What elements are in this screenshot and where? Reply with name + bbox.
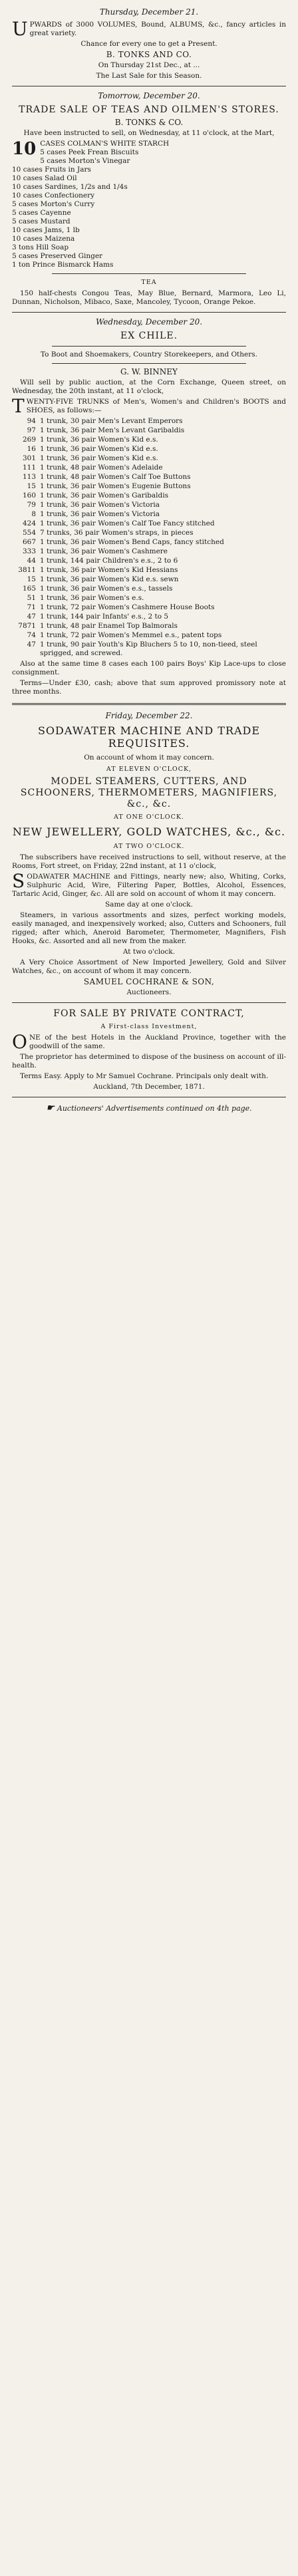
same-day-line: Same day at one o'clock.: [104, 901, 193, 909]
lot-row: [12, 482, 286, 491]
lot-number: 554: [22, 529, 36, 537]
lot-number: 16: [27, 445, 36, 453]
lot-row: [12, 519, 286, 528]
time-line: AT TWO O'CLOCK.: [113, 843, 185, 850]
lot-description: 1 trunk, 36 pair Women's Bend Caps, fancy stitched: [40, 538, 224, 546]
cases-line: CASES COLMAN'S WHITE STARCH: [40, 140, 170, 148]
lot-description: 1 trunk, 36 pair Women's Kid e.s.: [40, 436, 158, 444]
lot-number: 74: [27, 631, 36, 639]
auctioneer-firm: G. W. BINNEY: [120, 367, 178, 376]
auctioneer-firm: SAMUEL COCHRANE & SON,: [83, 977, 215, 986]
body-text: Terms Easy. Apply to Mr Samuel Cochrane. Principals only dealt with.: [20, 1072, 269, 1080]
lot-row: [12, 445, 286, 454]
lot-number: 7871: [18, 622, 36, 630]
cases-line: 5 cases Preserved Ginger: [12, 252, 103, 260]
lot-row: [12, 603, 286, 612]
lot-row: [12, 473, 286, 482]
lot-row: [12, 613, 286, 621]
lot-description: 1 trunk, 36 pair Women's Kid Hessians: [40, 566, 178, 574]
lead-paragraph: [12, 18, 286, 40]
lot-number: 165: [22, 585, 36, 593]
lot-row: [12, 575, 286, 584]
lot-number: 15: [27, 482, 36, 490]
drop-cap: O: [12, 1031, 27, 1053]
lot-description: 1 trunk, 36 pair Men's Levant Garibaldis: [40, 426, 185, 434]
time-line: AT ONE O'CLOCK.: [114, 813, 184, 821]
lot-description: 1 trunk, 36 pair Women's e.s., tassels: [40, 585, 173, 593]
cases-line: 5 cases Morton's Vinegar: [40, 157, 130, 165]
cases-line: 5 cases Morton's Curry: [12, 200, 95, 208]
lot-description: 1 trunk, 144 pair Children's e.s., 2 to 6: [40, 557, 178, 565]
pointing-hand-icon: ☛: [46, 1103, 55, 1113]
lot-description: 1 trunk, 36 pair Women's Eugenie Buttons: [40, 482, 191, 490]
lot-description: 1 trunk, 30 pair Men's Levant Emperors: [40, 417, 183, 425]
sale-date: Thursday, December 21.: [99, 7, 199, 17]
lot-description: 1 trunk, 36 pair Women's Kid e.s.: [40, 454, 158, 462]
lot-description: 1 trunk, 72 pair Women's Memmel e.s., patent tops: [40, 631, 222, 639]
lead-paragraph: [12, 395, 286, 417]
cases-line: 10 cases Fruits in Jars: [12, 166, 91, 174]
divider: [52, 363, 246, 364]
lot-description: 1 trunk, 90 pair Youth's Kip Bluchers 5 to 10, non-tieed, steel sprigged, and screwed.: [40, 641, 257, 657]
body-text: The proprietor has determined to dispose of the business on account of ill-health.: [12, 1053, 286, 1070]
cases-list: [12, 140, 286, 269]
newspaper-column: [0, 0, 298, 1119]
lead-text: WENTY-FIVE TRUNKS of Men's, Women's and Children's BOOTS and SHOES, as follows:—: [26, 398, 286, 414]
lot-row: [12, 529, 286, 537]
lot-number: 51: [27, 594, 36, 602]
lot-description: 1 trunk, 144 pair Infants' e.s., 2 to 5: [40, 613, 169, 621]
lot-row: [12, 547, 286, 556]
ad-title: EX CHILE.: [120, 331, 178, 341]
lot-row: [12, 417, 286, 426]
lot-number: 71: [27, 603, 36, 611]
time-line: On Thursday 21st Dec., at ...: [98, 61, 200, 69]
cases-lines: [12, 140, 286, 269]
jewellery-text: A Very Choice Assortment of New Imported Jewellery, Gold and Silver Watches, &c., on account of whom it may concern.: [12, 958, 286, 975]
lot-number: 94: [27, 417, 36, 425]
divider: [12, 1002, 286, 1003]
ad-title: TRADE SALE OF TEAS AND OILMEN'S STORES.: [19, 104, 279, 115]
time-line: AT ELEVEN O'CLOCK,: [106, 766, 192, 773]
footer-text: Auctioneers' Advertisements continued on 4th page.: [57, 1104, 252, 1113]
divider: [52, 346, 246, 347]
sale-date: Tomorrow, December 20.: [98, 91, 200, 100]
lot-list: [12, 417, 286, 658]
lot-row: [12, 426, 286, 435]
lot-number: 333: [22, 547, 36, 555]
lot-row: [12, 585, 286, 593]
lot-number: 269: [22, 436, 36, 444]
lot-number: 667: [22, 538, 36, 546]
cases-line: 10 cases Sardines, 1/2s and 1/4s: [12, 183, 128, 191]
lot-description: 1 trunk, 36 pair Women's Garibaldis: [40, 492, 168, 500]
lot-row: [12, 501, 286, 509]
also-line: Also at the same time 8 cases each 100 pairs Boys' Kip Lace-ups to close consignment.: [12, 660, 286, 676]
steamers-text: Steamers, in various assortments and sizes, perfect working models, easily managed, and inexpensively worked; also, Cutters and Schooners, full rigged; after which, Aneroid Barometer, Thermometer, Magnifiers, Fish Hooks, &c. Assorted and all new from the maker.: [12, 911, 286, 945]
cases-line: 5 cases Peek Frean Biscuits: [40, 148, 139, 156]
footer-note: [12, 1104, 286, 1113]
lot-number: 424: [22, 519, 36, 527]
lot-description: 1 trunk, 36 pair Women's Kid e.s.: [40, 445, 158, 453]
drop-cap: U: [12, 18, 28, 40]
lot-number: 160: [22, 492, 36, 500]
lot-number: 8: [31, 510, 36, 518]
drop-cap: S: [12, 870, 25, 892]
divider: [12, 703, 286, 705]
lot-description: 1 trunk, 36 pair Women's Victoria: [40, 510, 160, 518]
lot-description: 1 trunk, 48 pair Women's Calf Toe Buttons: [40, 473, 191, 481]
lot-description: 1 trunk, 48 pair Enamel Top Balmorals: [40, 622, 178, 630]
auctioneer-firm: B. TONKS AND CO.: [106, 50, 192, 59]
lot-description: 1 trunk, 36 pair Women's Victoria: [40, 501, 160, 509]
body-text: The subscribers have received instructions to sell, without reserve, at the Rooms, Fort street, on Friday, 22nd instant, at 11 o'clock,: [12, 853, 286, 870]
cases-line: 10 cases Jams, 1 lb: [12, 226, 80, 234]
instruction-line: Have been instructed to sell, on Wednesday, at 11 o'clock, at the Mart,: [23, 129, 275, 137]
lot-description: 1 trunk, 36 pair Women's e.s.: [40, 594, 144, 602]
cases-line: 1 ton Prince Bismarck Hams: [12, 261, 114, 269]
lot-number: 3811: [18, 566, 36, 574]
cases-line: 5 cases Cayenne: [12, 209, 71, 217]
lot-row: [12, 492, 286, 500]
lot-number: 113: [22, 473, 36, 481]
divider: [52, 273, 246, 274]
lot-row: [12, 641, 286, 658]
lot-number: 44: [27, 557, 36, 565]
lot-row: [12, 557, 286, 565]
sale-date: Wednesday, December 20.: [95, 317, 203, 327]
drop-cap: T: [12, 395, 25, 417]
terms-line: Terms—Under £30, cash; above that sum approved promissory note at three months.: [12, 679, 286, 696]
intro-line: To Boot and Shoemakers, Country Storekeepers, and Others.: [40, 351, 257, 358]
cases-line: 5 cases Mustard: [12, 217, 71, 225]
lead-paragraph: [12, 870, 286, 899]
two-oclock-line: At two o'clock.: [122, 948, 176, 956]
lot-row: [12, 538, 286, 547]
cases-line: 10 cases Maizena: [12, 235, 75, 243]
ad-title: FOR SALE BY PRIVATE CONTRACT,: [53, 1008, 245, 1019]
body-text: Will sell by public auction, at the Corn Exchange, Queen street, on Wednesday, the 20th instant, at 11 o'clock,: [12, 378, 286, 395]
chance-line: Chance for every one to get a Present.: [80, 40, 218, 48]
season-line: The Last Sale for this Season.: [96, 72, 202, 80]
lot-description: 1 trunk, 48 pair Women's Adelaide: [40, 464, 163, 472]
lot-description: 1 trunk, 72 pair Women's Cashmere House Boots: [40, 603, 215, 611]
lead-text: PWARDS of 3000 VOLUMES, Bound, ALBUMS, &c., fancy articles in great variety.: [29, 21, 286, 37]
auctioneer-role: Auctioneers.: [126, 988, 172, 996]
tea-heading: TEA: [141, 279, 157, 286]
subtitle: A First-class Investment,: [100, 1023, 198, 1030]
ad-title: MODEL STEAMERS, CUTTERS, AND SCHOONERS, THERMOMETERS, MAGNIFIERS, &c., &c.: [20, 776, 278, 809]
cases-line: 10 cases Confectionery: [12, 192, 95, 200]
ad-title: NEW JEWELLERY, GOLD WATCHES, &c., &c.: [12, 825, 286, 838]
auctioneer-firm: B. TONKS & CO.: [114, 118, 184, 127]
date-line: Auckland, 7th December, 1871.: [93, 1083, 205, 1091]
lot-description: 7 trunks, 36 pair Women's straps, in pieces: [40, 529, 194, 537]
lot-number: 97: [27, 426, 36, 434]
sale-date: Friday, December 22.: [105, 711, 193, 720]
cases-line: 10 cases Salad Oil: [12, 174, 77, 182]
divider: [12, 312, 286, 313]
lot-number: 301: [22, 454, 36, 462]
lot-row: [12, 622, 286, 631]
lot-row: [12, 566, 286, 575]
lot-description: 1 trunk, 36 pair Women's Cashmere: [40, 547, 168, 555]
lot-row: [12, 631, 286, 640]
account-line: On account of whom it may concern.: [84, 754, 214, 762]
lot-description: 1 trunk, 36 pair Women's Calf Toe Fancy stitched: [40, 519, 215, 527]
lot-row: [12, 436, 286, 444]
tea-text: 150 half-chests Congou Teas, May Blue, Bernard, Marmora, Leo Li, Dunnan, Nicholson, Mibaco, Saxe, Mancoley, Tycoon, Orange Pekoe.: [12, 289, 286, 306]
lot-number: 47: [27, 641, 36, 648]
lot-number: 79: [27, 501, 36, 509]
lot-row: [12, 510, 286, 519]
cases-line: 3 tons Hill Soap: [12, 243, 69, 251]
lead-text: ODAWATER MACHINE and Fittings, nearly new; also, Whiting, Corks, Sulphuric Acid, Wire, Filtering Paper, Bottles, Alcohol, Essences, Tartaric Acid, Ginger, &c. All are sold on account of whom it may concern.: [12, 873, 286, 898]
lot-row: [12, 594, 286, 603]
big-number: 10: [12, 140, 37, 159]
lot-number: 15: [27, 575, 36, 583]
lead-text: NE of the best Hotels in the Auckland Province, together with the goodwill of the same.: [29, 1034, 286, 1050]
ad-title: SODAWATER MACHINE AND TRADE REQUISITES.: [37, 724, 261, 750]
lead-paragraph: [12, 1031, 286, 1053]
lot-number: 111: [22, 464, 36, 472]
lot-row: [12, 464, 286, 472]
lot-description: 1 trunk, 36 pair Women's Kid e.s. sewn: [40, 575, 179, 583]
lot-row: [12, 454, 286, 463]
lot-number: 47: [27, 613, 36, 621]
